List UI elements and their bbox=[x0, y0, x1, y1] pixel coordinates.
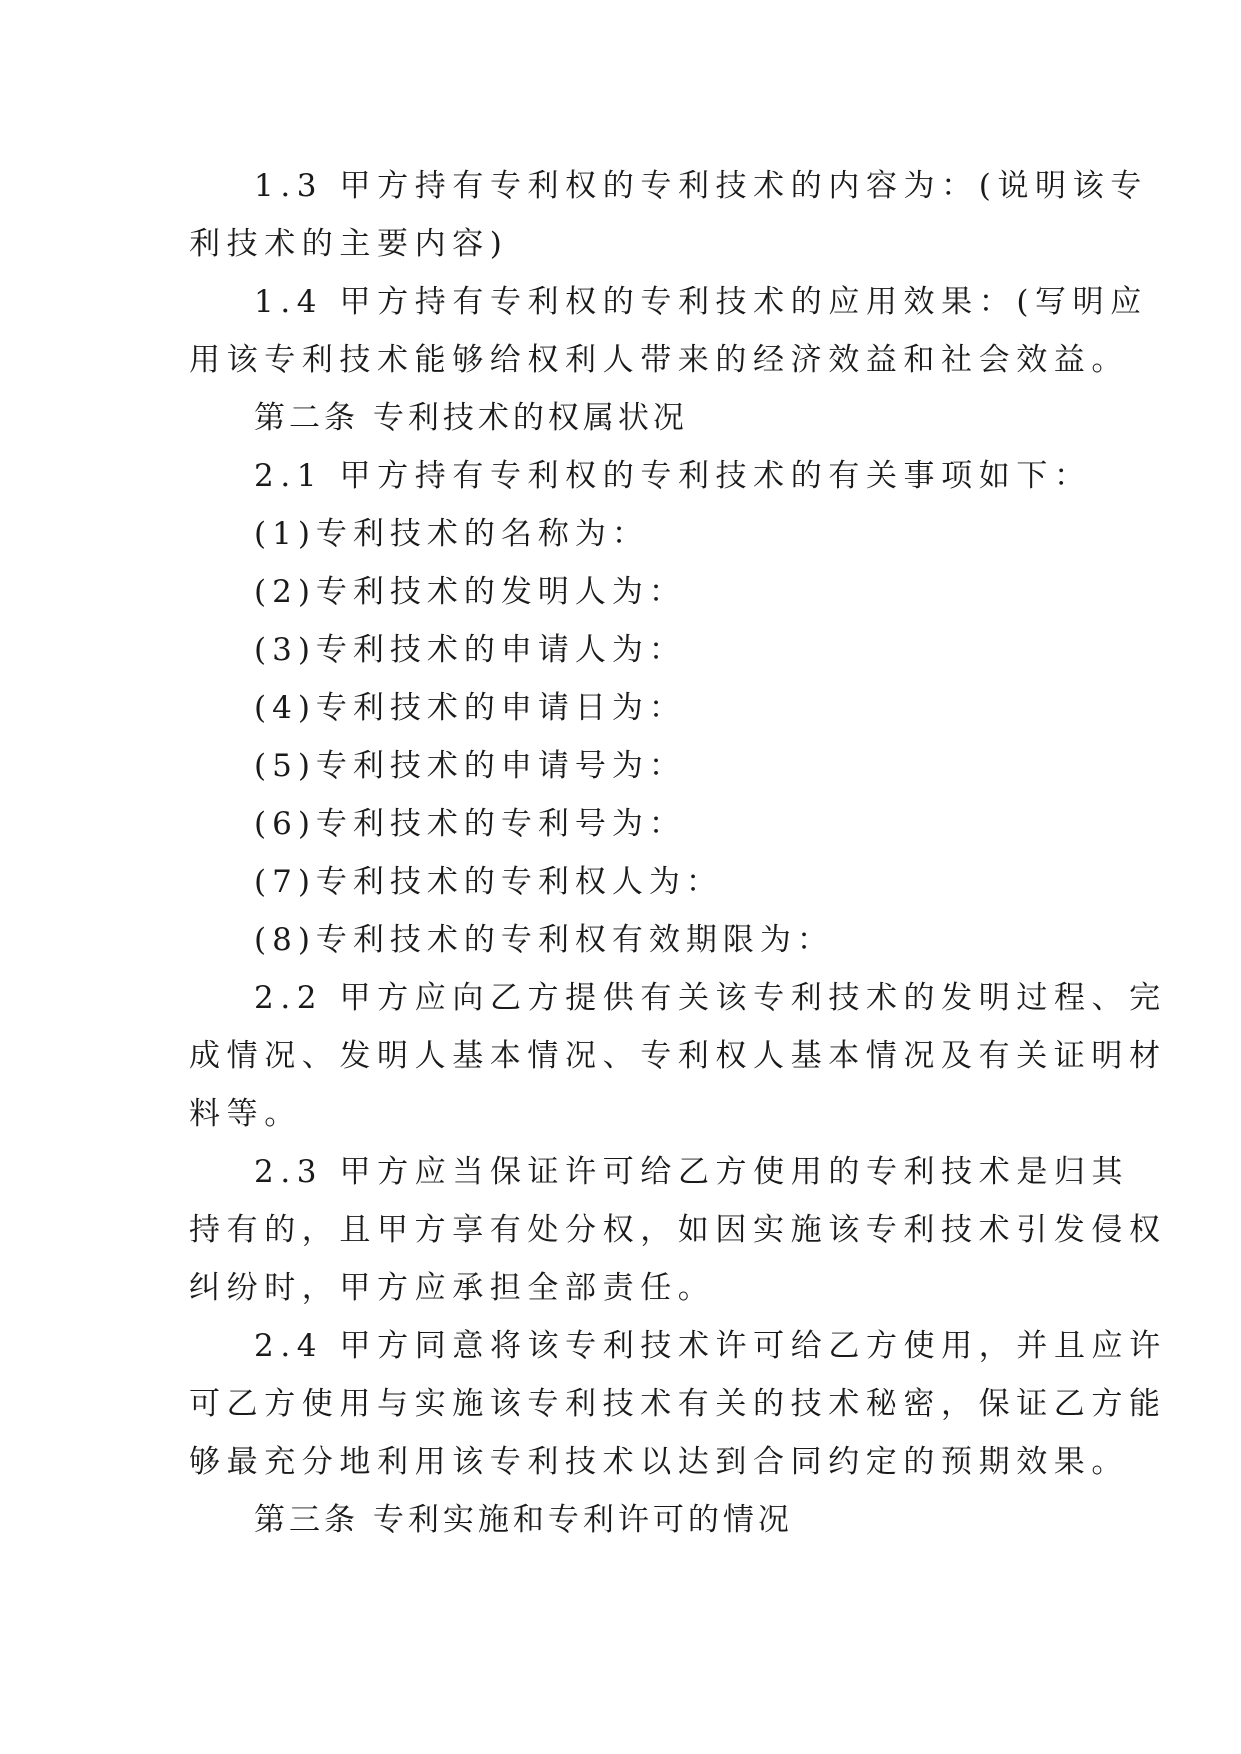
paragraph-2-2-line-3: 料等。 bbox=[189, 1096, 302, 1132]
paragraph-2-4-line-1: 2.4 甲方同意将该专利技术许可给乙方使用，并且应许 bbox=[254, 1328, 1167, 1364]
list-item-3: (3)专利技术的申请人为： bbox=[254, 632, 686, 668]
paragraph-2-3-line-1: 2.3 甲方应当保证许可给乙方使用的专利技术是归其 bbox=[254, 1154, 1130, 1190]
paragraph-2-2-line-2: 成情况、发明人基本情况、专利权人基本情况及有关证明材 bbox=[189, 1038, 1167, 1074]
list-item-8: (8)专利技术的专利权有效期限为： bbox=[254, 922, 834, 958]
paragraph-2-1: 2.1 甲方持有专利权的专利技术的有关事项如下： bbox=[254, 458, 1092, 494]
paragraph-1-3-line-2: 利技术的主要内容) bbox=[189, 226, 509, 262]
paragraph-1-4-line-2: 用该专利技术能够给权利人带来的经济效益和社会效益。 bbox=[189, 342, 1129, 378]
list-item-4: (4)专利技术的申请日为： bbox=[254, 690, 686, 726]
section-heading-article-2: 第二条 专利技术的权属状况 bbox=[254, 400, 688, 436]
list-item-5: (5)专利技术的申请号为： bbox=[254, 748, 686, 784]
paragraph-1-3-line-1: 1.3 甲方持有专利权的专利技术的内容为：(说明该专 bbox=[254, 168, 1148, 204]
paragraph-2-3-line-3: 纠纷时，甲方应承担全部责任。 bbox=[189, 1270, 716, 1306]
list-item-2: (2)专利技术的发明人为： bbox=[254, 574, 686, 610]
list-item-6: (6)专利技术的专利号为： bbox=[254, 806, 686, 842]
list-item-1: (1)专利技术的名称为： bbox=[254, 516, 649, 552]
list-item-7: (7)专利技术的专利权人为： bbox=[254, 864, 723, 900]
paragraph-2-2-line-1: 2.2 甲方应向乙方提供有关该专利技术的发明过程、完 bbox=[254, 980, 1167, 1016]
paragraph-2-4-line-3: 够最充分地利用该专利技术以达到合同约定的预期效果。 bbox=[189, 1444, 1129, 1480]
section-heading-article-3: 第三条 专利实施和专利许可的情况 bbox=[254, 1502, 793, 1538]
paragraph-2-3-line-2: 持有的，且甲方享有处分权，如因实施该专利技术引发侵权 bbox=[189, 1212, 1167, 1248]
paragraph-1-4-line-1: 1.4 甲方持有专利权的专利技术的应用效果：(写明应 bbox=[254, 284, 1148, 320]
paragraph-2-4-line-2: 可乙方使用与实施该专利技术有关的技术秘密，保证乙方能 bbox=[189, 1386, 1167, 1422]
